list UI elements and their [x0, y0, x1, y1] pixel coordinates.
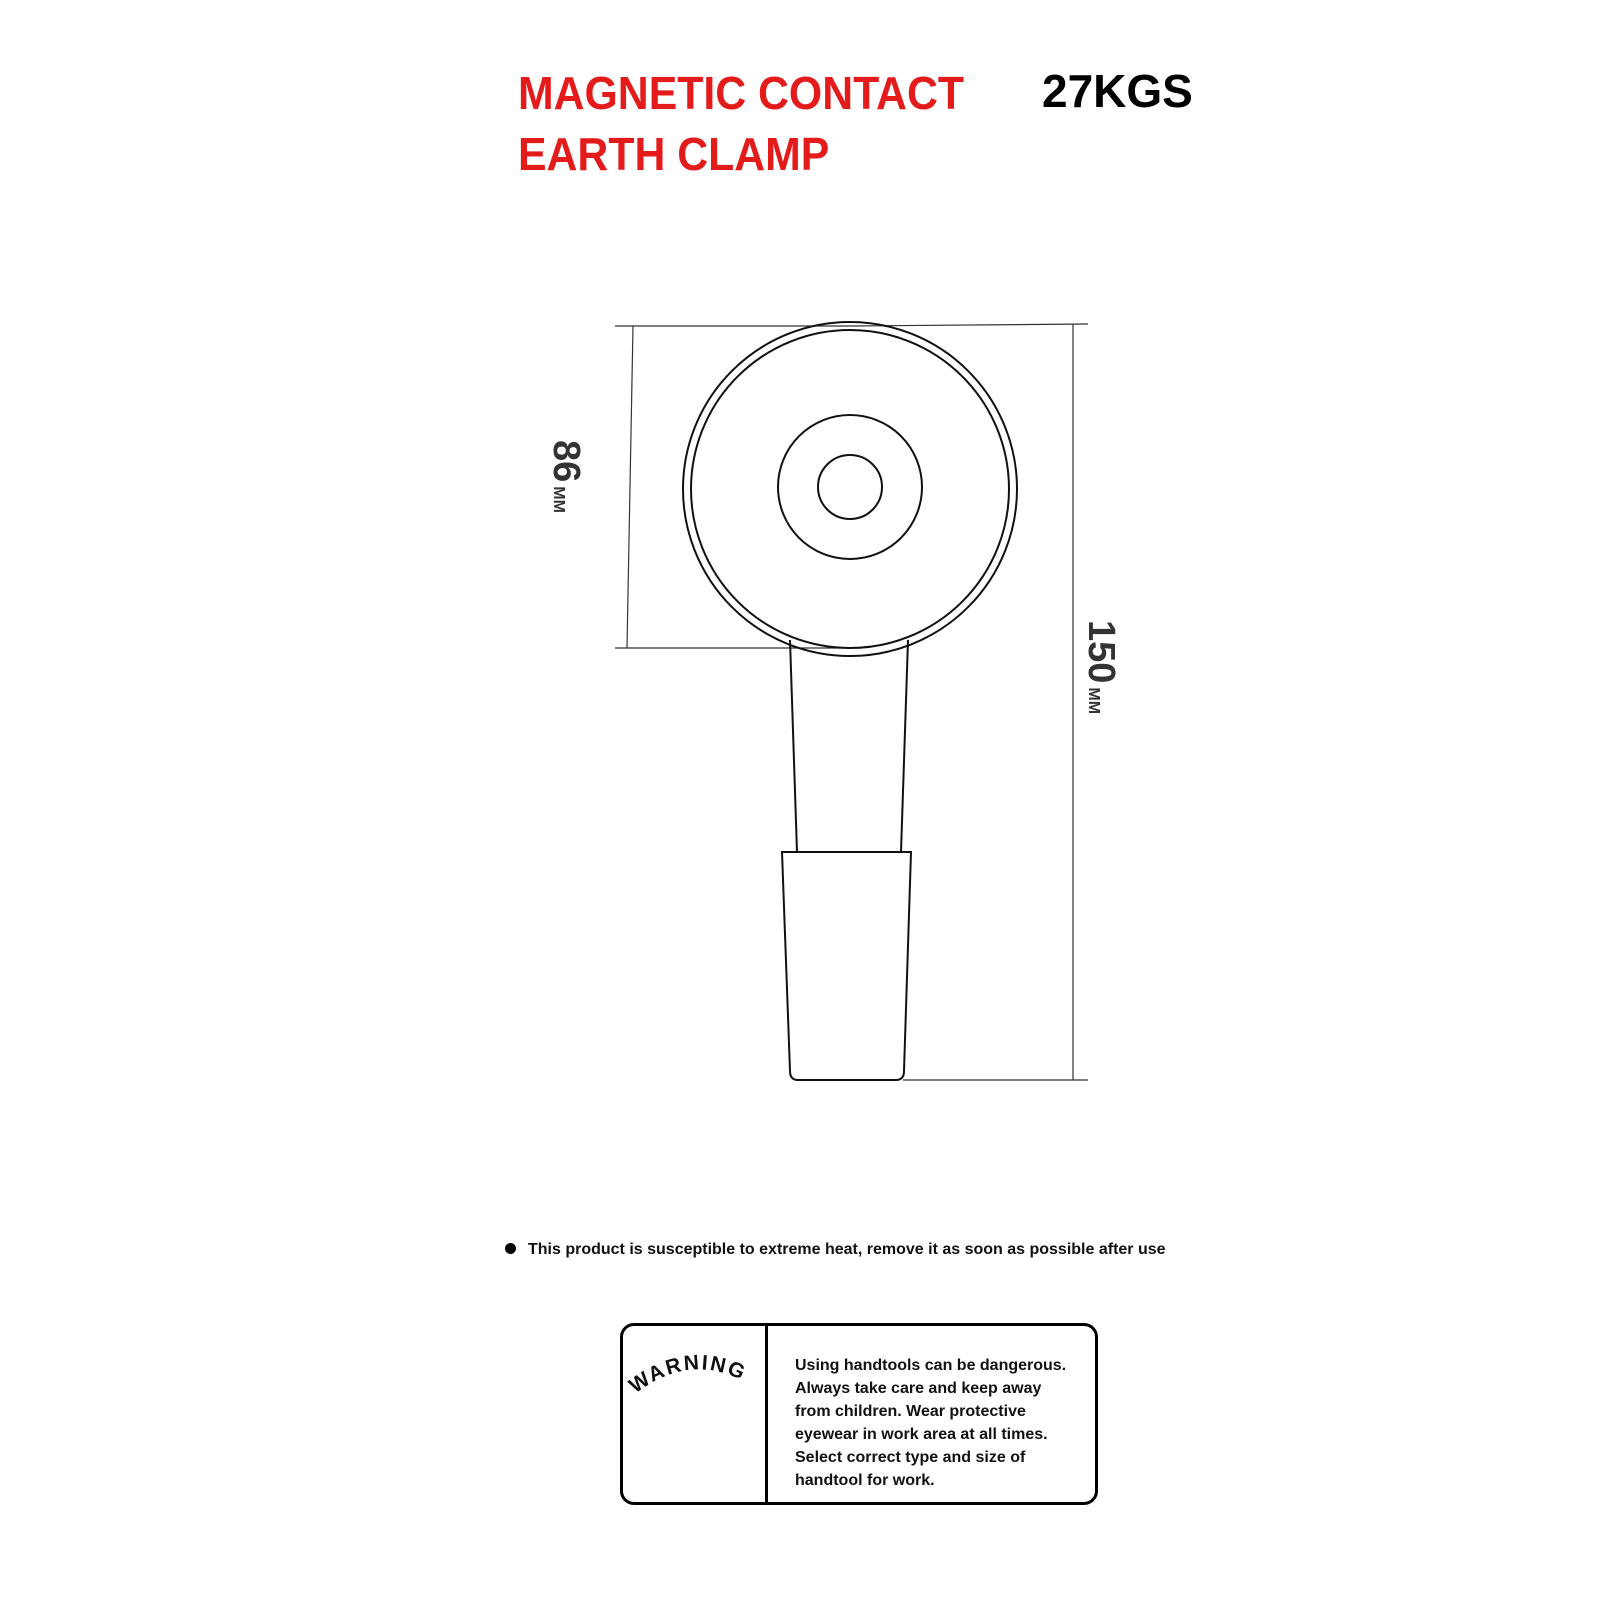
head-diameter-label: [547, 440, 585, 513]
svg-text:WARNING: [625, 1351, 750, 1398]
title-line-2: EARTH CLAMP: [518, 128, 830, 180]
total-length-label: [1082, 620, 1120, 714]
warning-divider: [765, 1326, 768, 1502]
warning-text: Using handtools can be dangerous. Always take care and keep away from children. Wear protective eyewear in work area at all times. Select correct type and size of handtool for work.: [795, 1357, 1067, 1489]
total-length-unit: MM: [1085, 687, 1102, 715]
warning-label: [623, 1326, 765, 1506]
bullet-icon: [505, 1243, 516, 1254]
handle-right-edge: [901, 640, 908, 852]
warning-box: [620, 1323, 1098, 1505]
handle-left-edge: [790, 640, 797, 852]
heat-note: [505, 1241, 1166, 1259]
magnet-face: [691, 330, 1009, 648]
dim-86-line: [627, 326, 633, 648]
grip-sleeve: [782, 852, 911, 1080]
title-line-1: MAGNETIC CONTACT: [518, 67, 964, 119]
magnet-center-hole: [818, 455, 882, 519]
total-length-value: 150: [1080, 620, 1122, 684]
heat-note-text: This product is susceptible to extreme heat, remove it as soon as possible after use: [528, 1241, 1166, 1258]
weight-rating: 27KGS: [1042, 65, 1193, 117]
head-diameter-unit: MM: [550, 486, 567, 513]
head-diameter-value: 86: [545, 440, 587, 483]
magnet-center-ring: [778, 415, 922, 559]
magnet-outer-ring: [683, 322, 1017, 656]
warning-label-text: WARNING: [624, 1351, 750, 1398]
